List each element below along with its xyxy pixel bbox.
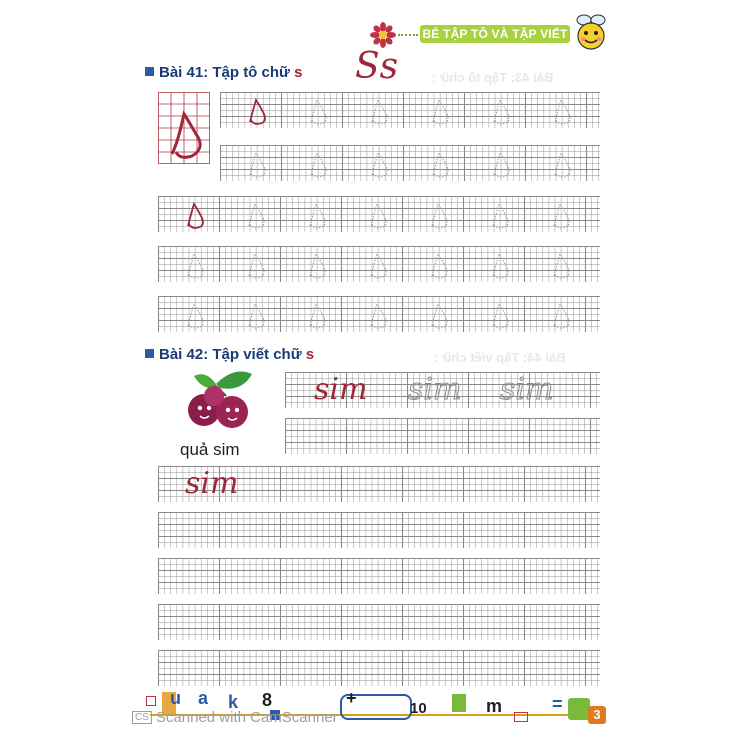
dotted-letter-s (250, 153, 265, 177)
writing-row-2 (285, 418, 600, 454)
dotted-letter-s (493, 204, 508, 228)
dotted-letter-s (555, 100, 570, 124)
tracing-row-2 (220, 145, 600, 181)
writing-row-4 (158, 512, 600, 548)
page-number: 3 (588, 706, 606, 724)
sim-sample-dotted-1: sim (408, 372, 462, 407)
grape-fruit-icon (176, 366, 258, 442)
fruit-caption: quả sim (180, 440, 240, 459)
watermark (132, 709, 338, 726)
dotted-letter-s (188, 304, 203, 328)
traced-letter-s (188, 204, 203, 228)
camscanner-badge: CS (132, 711, 152, 724)
lesson41-title (145, 64, 302, 81)
dotted-letter-s (371, 254, 386, 278)
bee-icon (572, 12, 610, 52)
dotted-letter-s (494, 153, 509, 177)
sample-letters: Ss (355, 46, 399, 87)
footer-char-plus: + (346, 688, 357, 708)
sim-sample-solid-2: sim (185, 466, 239, 501)
dotted-letter-s (249, 204, 264, 228)
header-dots (398, 34, 418, 36)
lesson42-title (145, 346, 314, 363)
dotted-letter-s (371, 304, 386, 328)
lesson41-letter: s (294, 64, 303, 81)
lesson41-label: Bài 41: Tập tô chữ (159, 64, 290, 81)
footer-char-u: u (170, 688, 181, 708)
footer-char-equals: = (552, 694, 563, 714)
dotted-letter-s (372, 153, 387, 177)
dotted-letter-s (311, 100, 326, 124)
writing-row-7 (158, 650, 600, 686)
dotted-letter-s (310, 254, 325, 278)
footer-char-m: m (486, 696, 503, 716)
watermark-text: Scanned with CamScanner (155, 709, 338, 726)
dotted-letter-s (432, 204, 447, 228)
footer-char-10: 10 (410, 700, 427, 717)
dotted-letter-s (188, 254, 203, 278)
small-rect-icon (514, 712, 528, 722)
writing-row-6 (158, 604, 600, 640)
traced-letter-s (250, 100, 265, 124)
header-title: BÉ TẬP TÔ VÀ TẬP VIẾT (420, 25, 570, 43)
footer-char-8: 8 (262, 690, 273, 710)
footer-char-k: k (228, 692, 239, 712)
green-block-icon (452, 694, 466, 712)
bullet-icon (145, 349, 154, 358)
dotted-letter-s (554, 304, 569, 328)
dotted-letter-s (493, 254, 508, 278)
tracing-row-1 (220, 92, 600, 128)
flower-icon (370, 22, 396, 48)
demo-letter-box (158, 92, 210, 164)
dotted-letter-s (494, 100, 509, 124)
ghost-text-lesson44: Bài 44: Tập viết chữ : (434, 350, 566, 365)
dotted-letter-s (249, 254, 264, 278)
bullet-icon (145, 67, 154, 76)
sim-sample-solid-1: sim (314, 372, 368, 407)
tracing-row-4 (158, 246, 600, 282)
dotted-letter-s (249, 304, 264, 328)
dotted-letter-s (310, 204, 325, 228)
tracing-row-3 (158, 196, 600, 232)
lesson42-letter: s (305, 346, 315, 363)
dotted-letter-s (554, 254, 569, 278)
small-square-icon (146, 696, 156, 706)
ghost-text-lesson43: Bài 43: Tập tô chữ : (432, 70, 554, 85)
green-corner-icon (568, 698, 590, 720)
dotted-letter-s (372, 100, 387, 124)
dotted-letter-s (493, 304, 508, 328)
writing-row-5 (158, 558, 600, 594)
lesson42-label: Bài 42: Tập viết chữ (159, 346, 302, 363)
dotted-letter-s (554, 204, 569, 228)
dotted-letter-s (432, 304, 447, 328)
dotted-letter-s (311, 153, 326, 177)
dotted-letter-s (433, 100, 448, 124)
footer-char-a: a (198, 688, 209, 708)
dotted-letter-s (371, 204, 386, 228)
dotted-letter-s (310, 304, 325, 328)
sim-sample-dotted-2: sim (500, 372, 554, 407)
dotted-letter-s (433, 153, 448, 177)
dotted-letter-s (432, 254, 447, 278)
dotted-letter-s (555, 153, 570, 177)
tracing-row-5 (158, 296, 600, 332)
